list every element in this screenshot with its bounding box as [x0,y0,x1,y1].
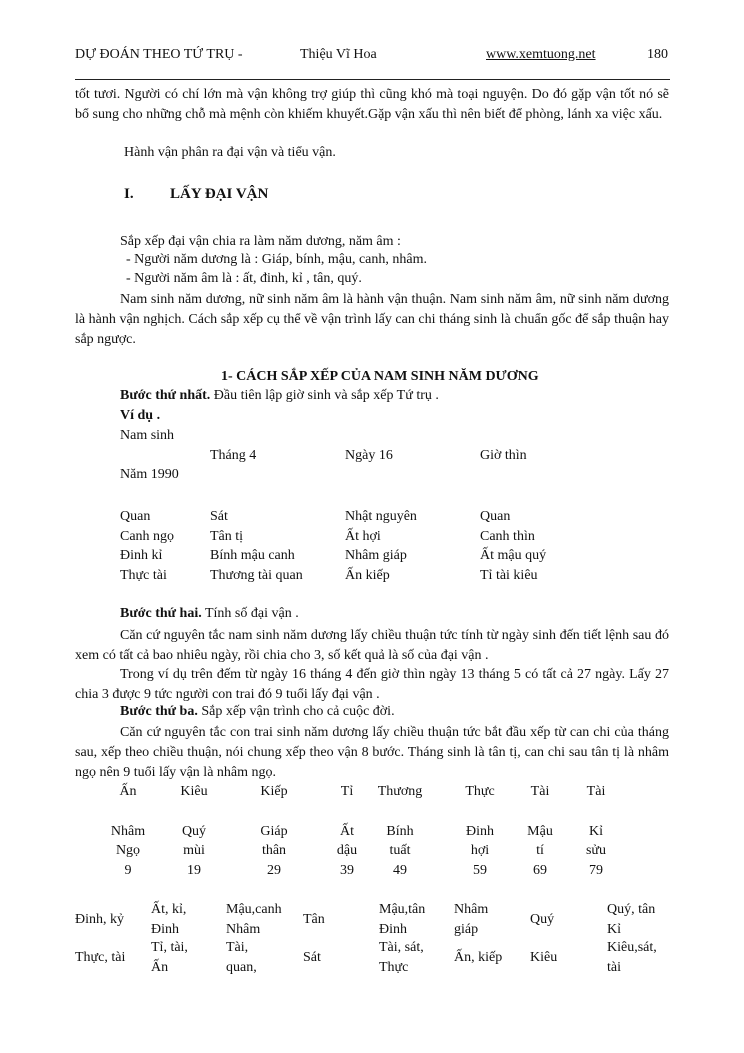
step2-text: Tính số đại vận . [201,606,299,621]
section-number: I. [124,186,134,202]
step3-text: Sắp xếp vận trình cho cả cuộc đời. [197,704,395,719]
step1-line [120,388,439,404]
luck-branch: mùi [183,843,205,858]
page-number: 180 [647,47,668,62]
luck-stem: Kỉ [589,824,603,839]
pillar-cell: Ất hợi [345,529,381,544]
header-title: DỰ ĐOÁN THEO TỨ TRỤ - [75,47,243,62]
bullet-item: - Người năm âm là : ất, đinh, kỉ , tân, quý. [126,271,362,286]
hidden-table-cell: Mậu,tân Đinh [379,902,426,937]
luck-age: 19 [187,863,201,878]
section-title: LẤY ĐẠI VẬN [170,186,269,202]
luck-god: Tỉ [340,784,354,799]
luck-stem: Ất [340,824,354,839]
step3-line [120,704,395,720]
luck-stem: Đinh [466,824,494,839]
step3-paragraph: Căn cứ nguyên tắc con trai sinh năm dương lấy chiều thuận tức bắt đầu xếp từ can chi của tháng sau, xếp theo chiều thuận, nói chung xếp theo vận 8 bước. Tháng sinh là tân tị, can chi sau tân tị là nhâm ngọ nên 9 tuổi lấy vận là nhâm ngọ. [75,725,669,780]
subsection-title: 1- CÁCH SẮP XẾP CỦA NAM SINH NĂM DƯƠNG [221,369,539,384]
luck-branch: sửu [585,843,607,858]
pillar-cell: Canh ngọ [120,529,175,544]
bullet-item: - Người năm dương là : Giáp, bính, mậu, canh, nhâm. [126,252,427,267]
luck-age: 69 [533,863,547,878]
pillar-cell: Ấn kiếp [345,568,390,583]
pillar-cell: Canh thìn [480,529,535,544]
pillar-cell: Quan [480,509,511,524]
hidden-table-cell: Sát [303,950,321,965]
luck-stem: Quý [181,824,207,839]
luck-branch: thân [261,843,287,858]
example-hour: Giờ thìn [480,448,527,463]
luck-branch: tí [536,843,544,858]
pillar-cell: Sát [210,509,228,524]
hidden-table-cell: Tài, quan, [226,940,257,975]
hidden-table-cell: Kiêu [530,950,558,965]
hidden-table-cell: Tân [303,912,325,927]
luck-god: Tài [586,784,606,799]
luck-stem: Nhâm [110,824,146,839]
example-day: Ngày 16 [345,448,393,463]
luck-branch: Ngọ [115,843,141,858]
luck-stem: Bính [386,824,414,839]
pillar-cell: Thực tài [120,568,167,583]
hidden-table-cell: Quý [530,912,555,927]
luck-branch: tuất [389,843,411,858]
luck-age: 39 [340,863,354,878]
hidden-table-cell: Ấn, kiếp [454,950,503,965]
luck-age: 79 [589,863,603,878]
step1-label: Bước thứ nhất. [120,388,211,403]
hidden-table-cell: Đinh, kỷ [75,912,124,927]
hidden-table-cell: Mậu,canh Nhâm [226,902,282,937]
step2-label: Bước thứ hai. [120,606,202,621]
header-rule [75,79,670,80]
pillar-cell: Tân tị [210,529,244,544]
example-year: Năm 1990 [120,467,179,482]
step1-text: Đầu tiên lập giờ sinh và sắp xếp Tứ trụ . [210,388,439,403]
pillar-cell: Ất mậu quý [480,548,547,563]
luck-god: Ấn [119,784,137,799]
luck-god: Kiếp [260,784,288,799]
hidden-table-cell: Tỉ, tài, Ấn [151,940,188,975]
pillar-cell: Bính mậu canh [210,548,295,563]
pillar-cell: Tỉ tài kiêu [480,568,538,583]
pillar-cell: Thương tài quan [210,568,303,583]
luck-age: 29 [267,863,281,878]
pillar-cell: Nhâm giáp [345,548,407,563]
hidden-table-cell: Thực, tài [75,950,126,965]
luck-god: Thương [377,784,423,799]
luck-stem: Mậu [527,824,553,839]
example-month: Tháng 4 [210,448,257,463]
header-website-link[interactable]: www.xemtuong.net [486,47,596,62]
luck-age: 9 [124,863,132,878]
hidden-table-cell: Nhâm giáp [454,902,489,937]
intro-paragraph: tốt tươi. Người có chí lớn mà vận không trợ giúp thì cũng khó mà toại nguyện. Do đó gặp vận tốt nó sẽ bổ sung cho những chỗ mà mệnh còn khiếm khuyết.Gặp vận xấu thì nên biết để phòng, lánh xa việc xấu. [75,87,669,122]
luck-age: 59 [473,863,487,878]
luck-god: Thực [465,784,495,799]
section-lead: Sắp xếp đại vận chia ra làm năm dương, năm âm : [120,234,401,249]
step2-line [120,606,299,622]
hidden-table-cell: Ất, kỉ, Đinh [151,902,187,937]
luck-age: 49 [393,863,407,878]
example-line: Nam sinh [120,428,175,443]
step2-paragraph: Trong ví dụ trên đếm từ ngày 16 tháng 4 đến giờ thìn ngày 13 tháng 5 có tất cả 27 ngày. Lấy 27 chia 3 được 9 tức người con trai đó 9 tuổi lấy đại vận . [75,667,669,702]
hidden-table-cell: Tài, sát, Thực [379,940,424,975]
pillar-cell: Quan [120,509,151,524]
luck-god: Kiêu [180,784,208,799]
hidden-table-cell: Kiêu,sát, tài [607,940,657,975]
step3-label: Bước thứ ba. [120,704,198,719]
header-author: Thiệu Vĩ Hoa [300,47,377,62]
pillar-cell: Nhật nguyên [345,509,417,524]
pillar-cell: Đinh kỉ [120,548,163,563]
hidden-table-cell: Quý, tân Kỉ [607,902,656,937]
luck-stem: Giáp [260,824,288,839]
section-paragraph: Nam sinh năm dương, nữ sinh năm âm là hành vận thuận. Nam sinh năm âm, nữ sinh năm dương là hành vận nghịch. Cách sắp xếp cụ thể về vận trình lấy can chi tháng sinh là chuẩn gốc để sắp thuận hay sắp ngược. [75,292,669,347]
intro-line: Hành vận phân ra đại vận và tiểu vận. [124,145,336,160]
step2-paragraph: Căn cứ nguyên tắc nam sinh năm dương lấy chiều thuận tức tính từ ngày sinh đến tiết lệnh sau đó xem có tất cả bao nhiêu ngày, rồi chia cho 3, số kết quả là số của đại vận . [75,628,669,663]
example-label: Ví dụ . [120,408,161,423]
luck-branch: dậu [336,843,358,858]
luck-branch: hợi [470,843,490,858]
luck-god: Tài [530,784,550,799]
